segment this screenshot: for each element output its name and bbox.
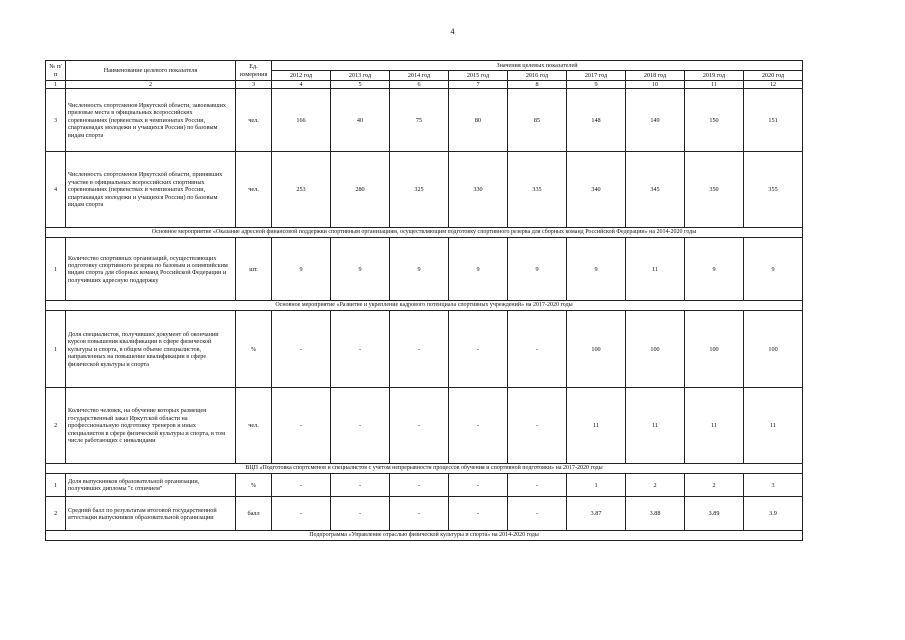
indicator-value: - xyxy=(331,497,390,531)
indicator-name: Доля специалистов, получивших документ об окончании курсов повышения квалификации в сфере физической культуры и спорта, в общем объеме специалистов, направленных на повышение квалификации в сфере физической культуры и спорта xyxy=(66,311,236,388)
section-title-row xyxy=(46,301,803,311)
indicator-value: 100 xyxy=(685,311,744,388)
indicator-value: 2 xyxy=(626,474,685,497)
indicator-value: - xyxy=(272,311,331,388)
indicator-value: 3.87 xyxy=(567,497,626,531)
indicator-value: - xyxy=(390,474,449,497)
header-year: 2019 год xyxy=(685,71,744,81)
section-title-row xyxy=(46,464,803,474)
indicator-value: 3.89 xyxy=(685,497,744,531)
indicator-value: 9 xyxy=(449,238,508,301)
table-row xyxy=(46,474,803,497)
indicator-value: - xyxy=(331,474,390,497)
indicator-value: - xyxy=(272,388,331,464)
table-row xyxy=(46,238,803,301)
indicator-value: - xyxy=(508,497,567,531)
section-title: Основное мероприятие «Оказание адресной финансовой поддержки спортивным организациям, осуществляющим подготовку спортивного резерва для сборных команд Российской Федерации» на 2014-2020 годы xyxy=(46,228,803,238)
indicator-value: 166 xyxy=(272,89,331,152)
row-number: 2 xyxy=(46,388,66,464)
unit: чел. xyxy=(236,388,272,464)
indicator-value: 40 xyxy=(331,89,390,152)
indicator-name: Количество человек, на обучение которых размещен государственный заказ Иркутской области на профессиональную подготовку тренеров и иных специалистов в сфере физической культуры и спорта, в том числе работающих с инвалидами xyxy=(66,388,236,464)
indicator-value: 80 xyxy=(449,89,508,152)
header-column-index: 1 xyxy=(46,81,66,89)
indicator-value: - xyxy=(272,474,331,497)
indicator-name: Численность спортсменов Иркутской области, принявших участие в официальных всероссийских спортивных соревнованиях (первенствах и чемпионатах России, спартакиадах молодежи и учащихся России) по базовым видам спорта xyxy=(66,152,236,228)
indicator-value: 75 xyxy=(390,89,449,152)
indicator-value: 100 xyxy=(744,311,803,388)
indicator-value: 148 xyxy=(567,89,626,152)
indicator-value: 350 xyxy=(685,152,744,228)
indicator-value: 9 xyxy=(567,238,626,301)
header-column-index: 3 xyxy=(236,81,272,89)
header-index-row xyxy=(46,81,803,89)
indicator-value: - xyxy=(449,474,508,497)
indicator-value: 3.88 xyxy=(626,497,685,531)
indicator-value: - xyxy=(331,311,390,388)
header-year: 2017 год xyxy=(567,71,626,81)
target-indicators-table xyxy=(45,60,803,541)
header-no: № п/п xyxy=(46,61,66,81)
indicator-value: - xyxy=(449,388,508,464)
indicator-value: 2 xyxy=(685,474,744,497)
row-number: 2 xyxy=(46,497,66,531)
unit: балл xyxy=(236,497,272,531)
header-column-index: 12 xyxy=(744,81,803,89)
header-year: 2020 год xyxy=(744,71,803,81)
indicator-value: 11 xyxy=(685,388,744,464)
indicator-value: 9 xyxy=(744,238,803,301)
indicator-value: 150 xyxy=(685,89,744,152)
indicator-name: Доля выпускников образовательной организации, получивших дипломы "с отличием" xyxy=(66,474,236,497)
indicator-value: 340 xyxy=(567,152,626,228)
header-column-index: 7 xyxy=(449,81,508,89)
row-number: 1 xyxy=(46,311,66,388)
indicator-value: - xyxy=(272,497,331,531)
header-year: 2016 год xyxy=(508,71,567,81)
page-number: 4 xyxy=(450,27,455,36)
indicator-value: 280 xyxy=(331,152,390,228)
section-title: ВЦП «Подготовка спортсменов и специалистов с учетом непрерывности процессов обучения и спортивной подготовки» на 2017-2020 годы xyxy=(46,464,803,474)
header-column-index: 5 xyxy=(331,81,390,89)
indicator-value: - xyxy=(390,497,449,531)
subprogram-title-row xyxy=(46,531,803,541)
indicator-value: 345 xyxy=(626,152,685,228)
row-number: 1 xyxy=(46,474,66,497)
indicator-value: 355 xyxy=(744,152,803,228)
header-column-index: 2 xyxy=(66,81,236,89)
header-column-index: 4 xyxy=(272,81,331,89)
indicator-value: 3.9 xyxy=(744,497,803,531)
header-column-index: 9 xyxy=(567,81,626,89)
indicator-value: 325 xyxy=(390,152,449,228)
unit: чел. xyxy=(236,89,272,152)
row-number: 4 xyxy=(46,152,66,228)
indicator-value: 9 xyxy=(508,238,567,301)
header-year: 2015 год xyxy=(449,71,508,81)
table-row xyxy=(46,311,803,388)
header-unit: Ед. измерения xyxy=(236,61,272,81)
indicator-value: 100 xyxy=(626,311,685,388)
indicator-value: 9 xyxy=(331,238,390,301)
indicator-value: - xyxy=(390,311,449,388)
section-title: Основное мероприятие «Развитие и укрепление кадрового потенциала спортивных учреждений» на 2017-2020 годы xyxy=(46,301,803,311)
indicator-value: - xyxy=(331,388,390,464)
indicator-value: - xyxy=(449,311,508,388)
indicator-value: - xyxy=(449,497,508,531)
indicator-value: - xyxy=(508,388,567,464)
table-row xyxy=(46,497,803,531)
indicator-value: 85 xyxy=(508,89,567,152)
indicator-value: 11 xyxy=(626,238,685,301)
section-title-row xyxy=(46,228,803,238)
header-year: 2013 год xyxy=(331,71,390,81)
row-number: 1 xyxy=(46,238,66,301)
header-column-index: 10 xyxy=(626,81,685,89)
indicator-value: 253 xyxy=(272,152,331,228)
header-column-index: 8 xyxy=(508,81,567,89)
header-indicator-name: Наименование целевого показателя xyxy=(66,61,236,81)
indicator-name: Средний балл по результатам итоговой государственной аттестации выпускников образовательной организации xyxy=(66,497,236,531)
header-year: 2018 год xyxy=(626,71,685,81)
indicator-value: - xyxy=(508,474,567,497)
indicator-value: 330 xyxy=(449,152,508,228)
table-row xyxy=(46,89,803,152)
indicator-value: 335 xyxy=(508,152,567,228)
header-column-index: 11 xyxy=(685,81,744,89)
indicator-value: 1 xyxy=(567,474,626,497)
indicator-value: 9 xyxy=(272,238,331,301)
indicator-value: 151 xyxy=(744,89,803,152)
header-column-index: 6 xyxy=(390,81,449,89)
indicator-name: Численность спортсменов Иркутской области, завоевавших призовые места в официальных всероссийских соревнованиях (первенствах и чемпионатах России, спартакиадах молодежи и учащихся России) по базовым видам спорта xyxy=(66,89,236,152)
indicator-value: 11 xyxy=(567,388,626,464)
table-row xyxy=(46,388,803,464)
unit: % xyxy=(236,311,272,388)
row-number: 3 xyxy=(46,89,66,152)
header-year: 2012 год xyxy=(272,71,331,81)
indicator-value: 9 xyxy=(685,238,744,301)
header-values: Значения целевых показателей xyxy=(272,61,803,71)
indicator-value: 11 xyxy=(744,388,803,464)
indicator-value: 149 xyxy=(626,89,685,152)
indicator-value: 11 xyxy=(626,388,685,464)
indicator-value: - xyxy=(390,388,449,464)
unit: шт. xyxy=(236,238,272,301)
header-row-top xyxy=(46,61,803,71)
unit: чел. xyxy=(236,152,272,228)
indicator-value: 3 xyxy=(744,474,803,497)
unit: % xyxy=(236,474,272,497)
indicator-name: Количество спортивных организаций, осуществляющих подготовку спортивного резерва по базовым и олимпийским видам спорта для сборных команд Российской Федерации и получивших адресную поддержку xyxy=(66,238,236,301)
header-year: 2014 год xyxy=(390,71,449,81)
table-row xyxy=(46,152,803,228)
indicator-value: - xyxy=(508,311,567,388)
table-body xyxy=(46,89,803,541)
indicator-value: 9 xyxy=(390,238,449,301)
subprogram-title: Подпрограмма «Управление отраслью физической культуры и спорта» на 2014-2020 годы xyxy=(46,531,803,541)
indicator-value: 100 xyxy=(567,311,626,388)
